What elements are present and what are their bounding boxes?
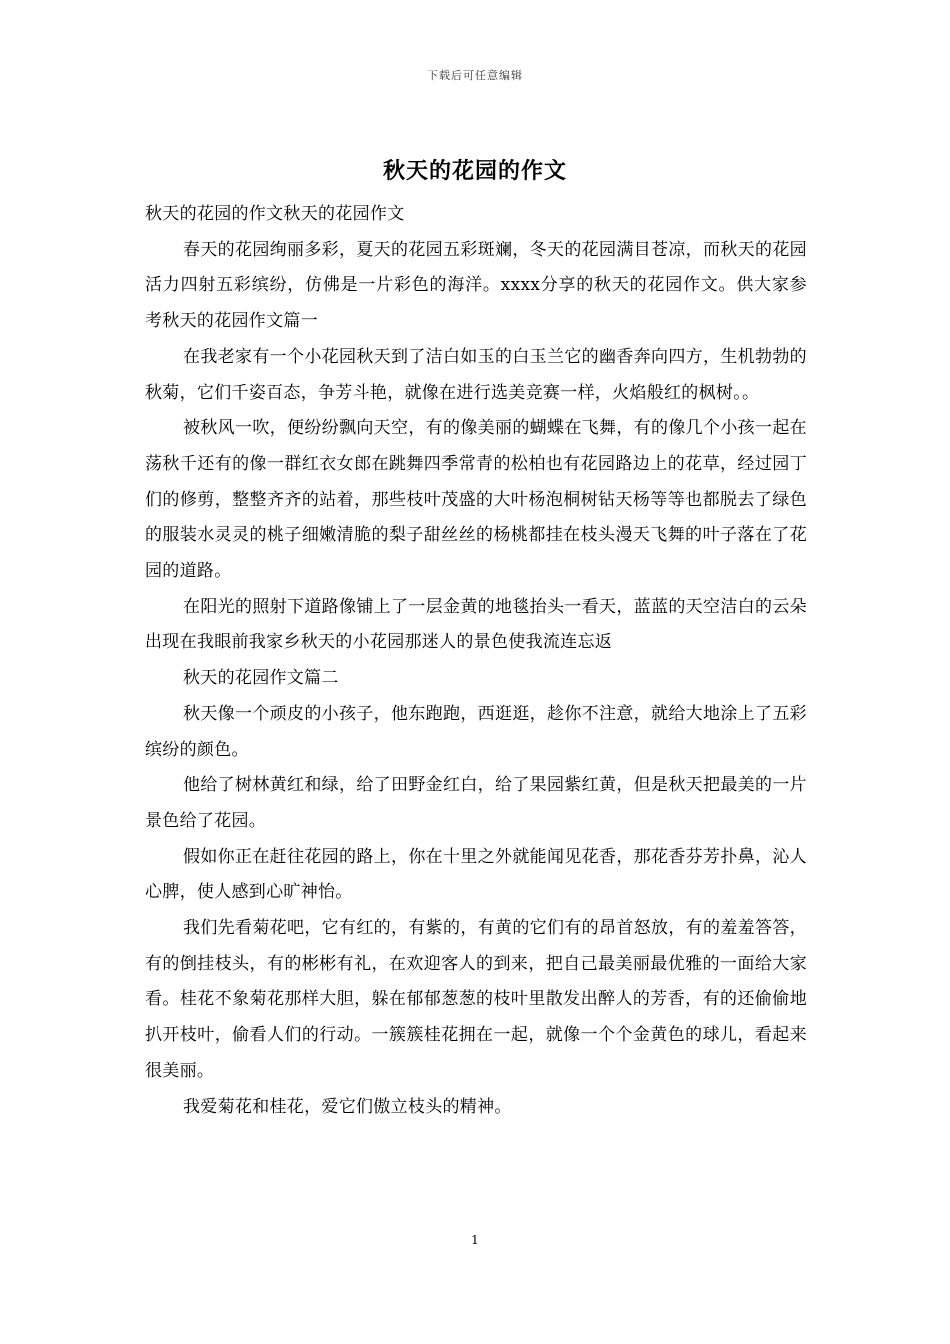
body-paragraph: 秋天像一个顽皮的小孩子，他东跑跑，西逛逛，趁你不注意，就给大地涂上了五彩缤纷的颜色。 [145,703,807,760]
page-header: 下载后可任意编辑 [427,69,523,82]
body-paragraph: 假如你正在赶往花园的路上，你在十里之外就能闻见花香，那花香芬芳扑鼻，沁人心脾，使人感到心旷神怡。 [145,846,807,903]
section-heading: 秋天的花园作文篇二 [183,668,339,689]
body-paragraph: 我们先看菊花吧，它有红的，有紫的，有黄的它们有的昂首怒放，有的羞羞答答，有的倒挂枝头，有的彬彬有礼，在欢迎客人的到来，把自己最美丽最优雅的一面给大家看。桂花不象菊花那样大胆，躲在郁郁葱葱的枝叶里散发出醉人的芳香，有的还偷偷地扒开枝叶，偷看人们的行动。一簇簇桂花拥在一起，就像一个个金黄色的球儿，看起来很美丽。 [145,918,807,1081]
body-paragraph: 我爱菊花和桂花，爱它们傲立枝头的精神。 [183,1096,512,1117]
body-paragraph: 被秋风一吹，便纷纷飘向天空，有的像美丽的蝴蝶在飞舞，有的像几个小孩一起在荡秋千还有的像一群红衣女郎在跳舞四季常青的松柏也有花园路边上的花草，经过园丁们的修剪，整整齐齐的站着，那些枝叶茂盛的大叶杨泡桐树钻天杨等等也都脱去了绿色的服装水灵灵的桃子细嫩清脆的梨子甜丝丝的杨桃都挂在枝头漫天飞舞的叶子落在了花园的道路。 [145,418,807,582]
subtitle-paragraph: 秋天的花园的作文秋天的花园作文 [145,204,405,224]
page-number: 1 [471,1233,479,1247]
body-paragraph: 在我老家有一个小花园秋天到了洁白如玉的白玉兰它的幽香奔向四方，生机勃勃的秋菊，它们千姿百态，争芳斗艳，就像在进行选美竞赛一样，火焰般红的枫树。。 [145,346,807,403]
body-paragraph: 春天的花园绚丽多彩，夏天的花园五彩斑斓，冬天的花园满目苍凉，而秋天的花园活力四射五彩缤纷，仿佛是一片彩色的海洋。xxxx分享的秋天的花园作文。供大家参考秋天的花园作文篇一 [145,239,807,332]
document-body [145,197,807,1125]
document-title: 秋天的花园的作文 [382,159,567,184]
body-paragraph: 他给了树林黄红和绿，给了田野金红白，给了果园紫红黄，但是秋天把最美的一片景色给了花园。 [145,775,807,831]
body-paragraph: 在阳光的照射下道路像铺上了一层金黄的地毯抬头一看天，蓝蓝的天空洁白的云朵出现在我眼前我家乡秋天的小花园那迷人的景色使我流连忘返 [145,596,807,653]
